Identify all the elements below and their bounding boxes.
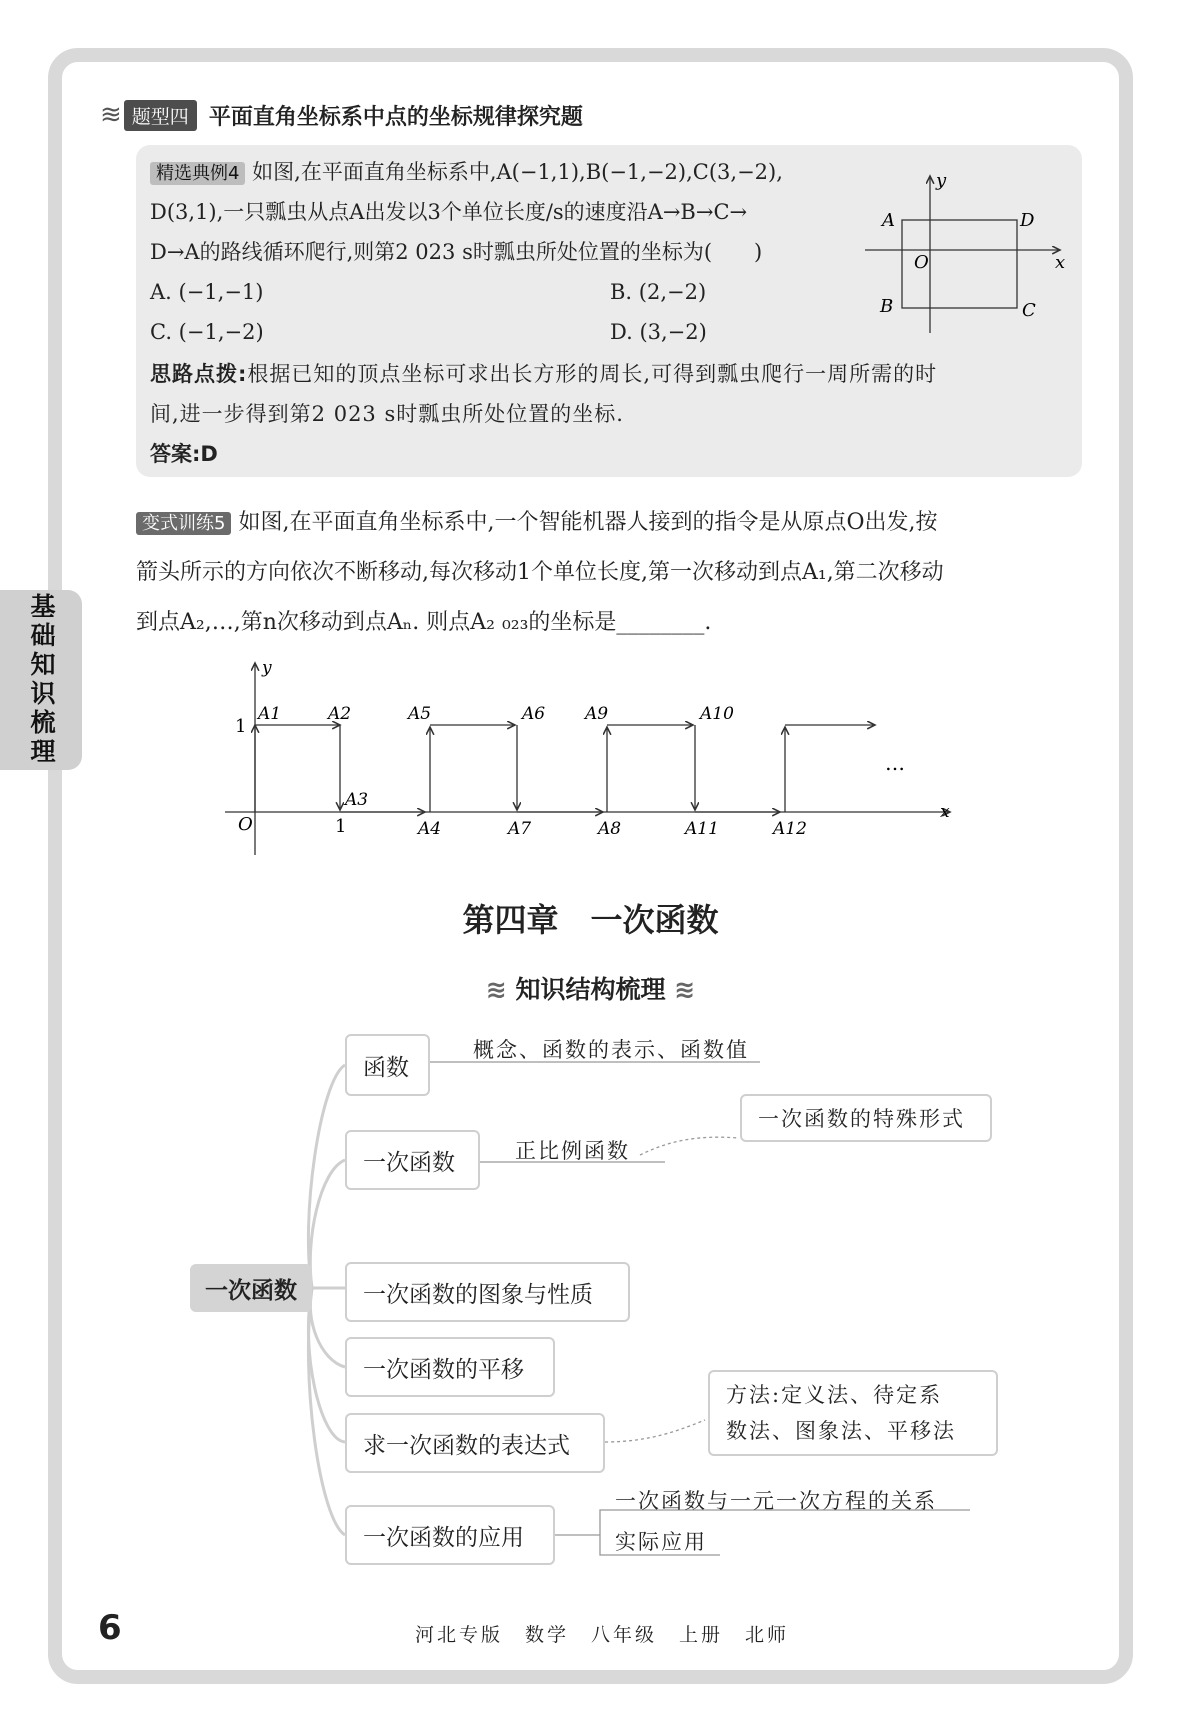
rectangle-figure	[860, 168, 1080, 338]
node-find-expression: 求一次函数的表达式	[345, 1413, 605, 1473]
variant-line-2: 箭头所示的方向依次不断移动,每次移动1个单位长度,第一次移动到点A₁,第二次移动	[136, 560, 944, 585]
leaf-proportional-function: 正比例函数	[515, 1139, 630, 1163]
wave-lines-icon: ≋	[485, 975, 516, 1004]
leaf-practical-application: 实际应用	[615, 1530, 707, 1554]
footer-info: 河北专版 数学 八年级 上册 北师	[415, 1624, 790, 1646]
point-label: A5	[408, 704, 432, 724]
mindmap-subtitle-row	[0, 970, 1181, 1006]
side-tab	[0, 590, 82, 770]
hint-line-2: 间,进一步得到第2 023 s时瓢虫所处位置的坐标.	[150, 402, 624, 426]
methods-line-1: 方法:定义法、待定系	[726, 1383, 943, 1407]
side-tab-label: 基础知识梳理	[27, 593, 56, 767]
hint-label: 思路点拨:	[150, 362, 248, 386]
point-label: A9	[585, 704, 609, 724]
dotted-arrow	[605, 1420, 705, 1442]
variant-tag: 变式训练5	[136, 512, 231, 535]
wave-lines-icon: ≋	[665, 975, 696, 1004]
leaf-function: 概念、函数的表示、函数值	[473, 1038, 749, 1062]
example-line-2: D(3,1),一只瓢虫从点A出发以3个单位长度/s的速度沿A→B→C→	[150, 200, 748, 224]
point-label: A8	[598, 819, 622, 839]
option-a: A. (−1,−1)	[150, 280, 264, 304]
fig-tick-1-y: 1	[235, 716, 247, 737]
branch-line	[308, 1065, 345, 1288]
node-application: 一次函数的应用	[345, 1505, 555, 1565]
point-label: A11	[685, 819, 719, 839]
point-label: A1	[258, 704, 282, 724]
chapter-title: 第四章 一次函数	[462, 901, 719, 939]
page-number: 6	[98, 1608, 122, 1648]
point-label: A10	[700, 704, 734, 724]
variant-line-3: 到点A₂,…,第n次移动到点Aₙ. 则点A₂ ₀₂₃的坐标是________.	[136, 610, 712, 635]
branch-line	[310, 1288, 345, 1367]
fig-label-d: D	[1020, 210, 1035, 231]
example-text-1: 如图,在平面直角坐标系中,A(−1,1),B(−1,−2),C(3,−2),	[252, 160, 783, 184]
fig-label-y: y	[936, 170, 947, 191]
leaf-equation-relation: 一次函数与一元一次方程的关系	[615, 1489, 937, 1513]
fig-label-o: O	[238, 814, 253, 835]
fig-label-y: y	[262, 658, 272, 678]
methods-line-2: 数法、图象法、平移法	[726, 1419, 956, 1443]
node-graph-properties: 一次函数的图象与性质	[345, 1262, 630, 1322]
point-label: A3	[345, 790, 369, 810]
fig-label-x: x	[940, 802, 950, 822]
section-title: 平面直角坐标系中点的坐标规律探究题	[208, 104, 583, 130]
fig-ellipsis: …	[885, 751, 905, 775]
section-tag: 题型四	[124, 100, 197, 131]
fig-label-c: C	[1022, 300, 1036, 321]
point-label: A12	[773, 819, 807, 839]
mindmap-root: 一次函数	[190, 1264, 312, 1312]
wave-lines-icon: ≋	[100, 100, 122, 130]
node-linear-function: 一次函数	[345, 1130, 480, 1190]
option-b: B. (2,−2)	[610, 280, 707, 304]
node-translation: 一次函数的平移	[345, 1337, 555, 1397]
fig-label-o: O	[914, 252, 929, 273]
section-header	[100, 98, 583, 132]
robot-path-figure	[225, 655, 955, 860]
box-methods	[708, 1370, 998, 1456]
fig-label-b: B	[880, 296, 894, 317]
variant-text-1: 如图,在平面直角坐标系中,一个智能机器人接到的指令是从原点O出发,按	[238, 510, 938, 535]
hint-text-1: 根据已知的顶点坐标可求出长方形的周长,可得到瓢虫爬行一周所需的时	[247, 362, 938, 386]
branch-line	[310, 1160, 345, 1288]
point-label: A7	[508, 819, 532, 839]
box-special-form: 一次函数的特殊形式	[740, 1094, 992, 1142]
point-label: A4	[418, 819, 442, 839]
variant-line-1	[136, 498, 937, 549]
mindmap-subtitle: 知识结构梳理	[515, 975, 666, 1004]
example-line-3: D→A的路线循环爬行,则第2 023 s时瓢虫所处位置的坐标为( )	[150, 240, 763, 264]
point-label: A6	[522, 704, 546, 724]
fig-label-a: A	[882, 210, 895, 231]
answer: 答案:D	[150, 442, 218, 466]
fig-tick-1-x: 1	[335, 816, 347, 837]
example-line-1	[150, 152, 783, 194]
example-tag: 精选典例4	[150, 162, 245, 185]
dotted-arrow	[640, 1137, 738, 1155]
fig-label-x: x	[1055, 252, 1066, 273]
hint-line-1	[150, 354, 937, 394]
option-d: D. (3,−2)	[610, 320, 707, 344]
option-c: C. (−1,−2)	[150, 320, 264, 344]
point-label: A2	[328, 704, 352, 724]
node-function: 函数	[345, 1034, 430, 1096]
